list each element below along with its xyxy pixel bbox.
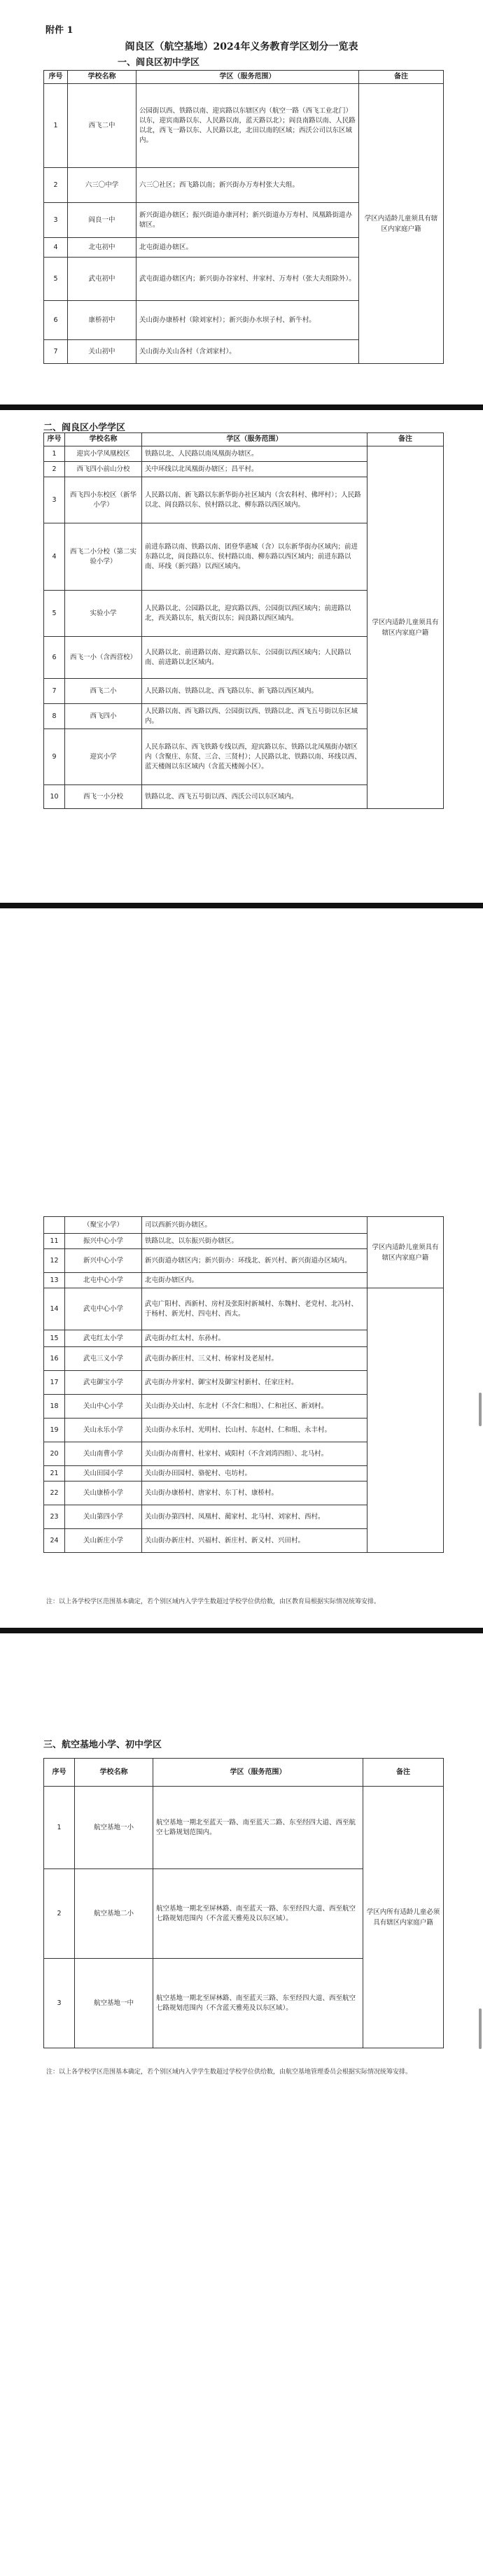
table-row <box>44 1288 444 1330</box>
row-no: 16 <box>44 1347 65 1371</box>
primary-school-table-continued <box>43 1216 444 1553</box>
row-range: 司以西新兴街办辖区。 <box>142 1217 368 1234</box>
row-school: 关山永乐小学 <box>65 1419 142 1442</box>
header-range: 学区（服务范围） <box>153 1759 363 1787</box>
row-school: 武屯初中 <box>68 258 136 301</box>
section-1-title: 一、阎良区初中学区 <box>118 57 200 68</box>
page-1 <box>0 0 483 399</box>
row-school: 实验小学 <box>65 591 142 637</box>
page-2 <box>0 410 483 900</box>
row-range: 人民路以南、铁路以北、西飞路以东、新飞路以西区域内。 <box>142 679 368 704</box>
row-range: 铁路以北、人民路以南凤凰街办辖区。 <box>142 446 368 462</box>
row-range: 前进东路以南、铁路以南、团登华惠城（含）以东新华街办区域内；前进东路以北，阎良路以东、侯村路以南、柳东路以西区域内；前进东路以南、环线（新兴路）以西区域内。 <box>142 523 368 591</box>
row-range: 人民路以北、前进路以南、迎宾路以东、公园街以西区域内；人民路以南、前进路以北区域内。 <box>142 637 368 679</box>
row-range: 关山街办田园村、骆驼村、屯坊村。 <box>142 1466 368 1481</box>
row-no: 4 <box>44 238 68 258</box>
row-school: 关山初中 <box>68 340 136 364</box>
row-school: 六三〇中学 <box>68 168 136 203</box>
row-range: 航空基地一期北至屏林路、南至蓝天一路、东至经四大道、西至航空七路规划范围内（不含蓝天雅苑及以东区域）。 <box>153 1869 363 1959</box>
header-note: 备注 <box>363 1759 444 1787</box>
row-school: 关山新庄小学 <box>65 1529 142 1553</box>
row-no: 11 <box>44 1234 65 1249</box>
row-no: 6 <box>44 637 65 679</box>
row-no: 17 <box>44 1371 65 1395</box>
row-no: 20 <box>44 1442 65 1466</box>
row-range: 关山街办康桥村（除刘家村）；新兴街办水坝子村、新牛村。 <box>136 301 359 340</box>
row-no: 1 <box>44 446 65 462</box>
row-range: 关山街办第四村、凤凰村、蔺家村、北马村、刘家村、西村。 <box>142 1505 368 1529</box>
row-no: 9 <box>44 729 65 785</box>
row-school: 关山康桥小学 <box>65 1481 142 1505</box>
page-4 <box>0 1633 483 2576</box>
row-no: 2 <box>44 1869 75 1959</box>
row-range: 关山街办南曹村、杜家村、咸阳村（不含刘湾四组）、北马村。 <box>142 1442 368 1466</box>
row-school: 武屯红太小学 <box>65 1330 142 1347</box>
row-school: 西飞一小分校 <box>65 785 142 809</box>
row-range: 关山街办新庄村、兴福村、新庄村、新义村、兴田村。 <box>142 1529 368 1553</box>
page-separator <box>0 903 483 908</box>
scrollbar-thumb[interactable] <box>479 2008 482 2049</box>
header-range: 学区（服务范围） <box>136 71 359 84</box>
page-separator <box>0 404 483 410</box>
row-range: 人民东路以东、西飞铁路专线以西，迎宾路以东、铁路以北凤凰街办辖区内（含聚庄、东贤、三合、三贤村）；人民路以北、铁路以南、环线以西、蓝天楼阁以东区域内（含蓝天楼阁小区）。 <box>142 729 368 785</box>
row-range: 关山街办关山各村（含刘家村）。 <box>136 340 359 364</box>
row-school: 关山南曹小学 <box>65 1442 142 1466</box>
header-school: 学校名称 <box>65 433 142 446</box>
header-no: 序号 <box>44 71 68 84</box>
row-school: 西飞四小 <box>65 704 142 729</box>
row-no: 10 <box>44 785 65 809</box>
page-separator <box>0 1628 483 1633</box>
row-school: 西飞二小分校（第二实验小学） <box>65 523 142 591</box>
row-school: 北屯初中 <box>68 238 136 258</box>
row-range: 六三〇社区；西飞路以南；新兴街办万寿村张大夫组。 <box>136 168 359 203</box>
row-no: 1 <box>44 84 68 168</box>
table-header-row <box>44 71 444 84</box>
row-no: 2 <box>44 168 68 203</box>
footnote-aviation: 注：以上各学校学区范围基本确定，若个别区域内入学学生数超过学校学位供给数，由航空基地管理委员会根据实际情况统筹安排。 <box>46 2069 412 2076</box>
annex-label: 附件 1 <box>46 25 74 36</box>
header-range: 学区（服务范围） <box>142 433 368 446</box>
row-no: 18 <box>44 1395 65 1419</box>
row-school: 新兴中心小学 <box>65 1249 142 1273</box>
row-no: 2 <box>44 462 65 477</box>
row-school: 关山田园小学 <box>65 1466 142 1481</box>
row-school: 武屯中心小学 <box>65 1288 142 1330</box>
row-range: 人民路以南、新飞路以东新华街办社区域内（含农科村、佛坪村）；人民路以北、阎良路以东、侯村路以北、柳东路以西区域内。 <box>142 477 368 523</box>
row-school: 航空基地二小 <box>75 1869 153 1959</box>
row-school: 阎良一中 <box>68 203 136 238</box>
row-no: 15 <box>44 1330 65 1347</box>
row-school: 关山第四小学 <box>65 1505 142 1529</box>
table-header-row <box>44 1759 444 1787</box>
row-no: 3 <box>44 477 65 523</box>
row-note: 学区内所有适龄儿童必须具有辖区内家庭户籍 <box>363 1787 444 2048</box>
middle-school-table <box>43 70 444 364</box>
row-no: 7 <box>44 340 68 364</box>
header-no: 序号 <box>44 1759 75 1787</box>
row-range: 武屯街道办辖区内；新兴街办谷家村、井家村、万寿村（张大夫组除外）。 <box>136 258 359 301</box>
row-range: 关中环线以北凤凰街办辖区；昌平村。 <box>142 462 368 477</box>
table-row <box>44 1787 444 1869</box>
row-no: 5 <box>44 591 65 637</box>
row-no: 6 <box>44 301 68 340</box>
scrollbar-thumb[interactable] <box>479 1393 482 1426</box>
row-no: 19 <box>44 1419 65 1442</box>
row-school: 西飞四小前山分校 <box>65 462 142 477</box>
row-note: 学区内适龄儿童须具有辖区内家庭户籍 <box>368 1217 444 1288</box>
document-title: 阎良区（航空基地）2024年义务教育学区划分一览表 <box>125 41 358 52</box>
row-school: （聚宝小学） <box>65 1217 142 1234</box>
row-school: 北屯中心小学 <box>65 1273 142 1288</box>
row-range: 人民路以南、西飞路以西、公园街以西、铁路以北、西飞五号街以东区域内。 <box>142 704 368 729</box>
row-no: 22 <box>44 1481 65 1505</box>
row-note: 学区内适龄儿童须具有辖区内家庭户籍 <box>359 84 444 364</box>
row-range: 新兴街道办辖区内；新兴街办：环线北、新兴村、新兴街道办区域内。 <box>142 1249 368 1273</box>
row-no: 14 <box>44 1288 65 1330</box>
row-note-empty <box>368 1288 444 1553</box>
row-school: 航空基地一中 <box>75 1959 153 2048</box>
row-range: 武屯广阳村、西新村、房村及张阳村新城村、东魏村、老党村、北冯村、于杨村、新光村、四屯村、西太。 <box>142 1288 368 1330</box>
row-no: 5 <box>44 258 68 301</box>
row-school: 航空基地一小 <box>75 1787 153 1869</box>
footnote-primary-visible: 注：以上各学校学区范围基本确定，若个别区域内入学学生数超过学校学位供给数，由区教育局根据实际情况统筹安排。 <box>46 1598 381 1605</box>
row-school: 迎宾小学 <box>65 729 142 785</box>
row-school: 迎宾小学凤凰校区 <box>65 446 142 462</box>
row-range: 新兴街道办辖区；振兴街道办康河村；新兴街道办万寿村、凤凰路街道办辖区。 <box>136 203 359 238</box>
row-no: 1 <box>44 1787 75 1869</box>
row-range: 关山街办永乐村、光明村、长山村、东赵村、仁和组、永丰村。 <box>142 1419 368 1442</box>
row-no: 23 <box>44 1505 65 1529</box>
row-school: 康桥初中 <box>68 301 136 340</box>
row-no: 21 <box>44 1466 65 1481</box>
row-school: 武屯御宝小学 <box>65 1371 142 1395</box>
row-range: 人民路以北、公园路以北，迎宾路以西、公园街以西区域内；前进路以北，西关路以东，航天街以东；阎良路以西区域内。 <box>142 591 368 637</box>
row-school: 西飞四小东校区（新华小学） <box>65 477 142 523</box>
row-range: 武屯街办新庄村、三义村、杨家村及老屋村。 <box>142 1347 368 1371</box>
row-no: 3 <box>44 203 68 238</box>
row-range: 航空基地一期北至屏林路、南至蓝天三路、东至经四大道、西至航空七路规划范围内（不含蓝天雅苑及以东区域）。 <box>153 1959 363 2048</box>
row-range: 关山街办关山村、东北村（不含仁和组）、仁和社区、新刘村。 <box>142 1395 368 1419</box>
row-range: 公园街以西、铁路以南、迎宾路以东辖区内（航空一路（西飞工业北门）以东，迎宾南路以东、人民路以南，蓝天路以北）；阎良南路以南、人民路以北，西飞一路以东、人民路以北，北田以南的区域；西沃公司以东区域内。 <box>136 84 359 168</box>
row-no: 7 <box>44 679 65 704</box>
header-school: 学校名称 <box>68 71 136 84</box>
row-range: 铁路以北、西飞五号街以西、西沃公司以东区域内。 <box>142 785 368 809</box>
row-range: 北屯街办辖区内。 <box>142 1273 368 1288</box>
table-row <box>44 446 444 462</box>
row-range: 武屯街办红太村、东孙村。 <box>142 1330 368 1347</box>
row-no: 4 <box>44 523 65 591</box>
row-range: 铁路以北、以东振兴街办辖区。 <box>142 1234 368 1249</box>
row-school: 关山中心小学 <box>65 1395 142 1419</box>
row-school: 西飞二小 <box>65 679 142 704</box>
section-2-title: 二、阎良区小学学区 <box>43 423 126 433</box>
row-range: 航空基地一期北至蓝天一路、南至蓝天二路、东至经四大道、西至航空七路规划范围内。 <box>153 1787 363 1869</box>
row-range: 武屯街办井家村、御宝村及御宝村新村、任家庄村。 <box>142 1371 368 1395</box>
header-note: 备注 <box>359 71 444 84</box>
row-no: 12 <box>44 1249 65 1273</box>
row-no <box>44 1217 65 1234</box>
row-note: 学区内适龄儿童须具有辖区内家庭户籍 <box>368 446 444 809</box>
primary-school-table <box>43 432 444 809</box>
row-school: 振兴中心小学 <box>65 1234 142 1249</box>
row-school: 西飞二中 <box>68 84 136 168</box>
table-row <box>44 84 444 168</box>
aviation-base-table <box>43 1758 444 2048</box>
section-3-title: 三、航空基地小学、初中学区 <box>43 1740 162 1750</box>
row-school: 西飞一小（含西营校） <box>65 637 142 679</box>
row-range: 关山街办康桥村、唐家村、东丁村、康桥村。 <box>142 1481 368 1505</box>
header-note: 备注 <box>368 433 444 446</box>
row-no: 13 <box>44 1273 65 1288</box>
row-no: 3 <box>44 1959 75 2048</box>
row-no: 24 <box>44 1529 65 1553</box>
table-row <box>44 1217 444 1234</box>
row-no: 8 <box>44 704 65 729</box>
table-header-row <box>44 433 444 446</box>
header-school: 学校名称 <box>75 1759 153 1787</box>
header-no: 序号 <box>44 433 65 446</box>
row-school: 武屯三义小学 <box>65 1347 142 1371</box>
page-3 <box>0 908 483 1626</box>
row-range: 北屯街道办辖区。 <box>136 238 359 258</box>
